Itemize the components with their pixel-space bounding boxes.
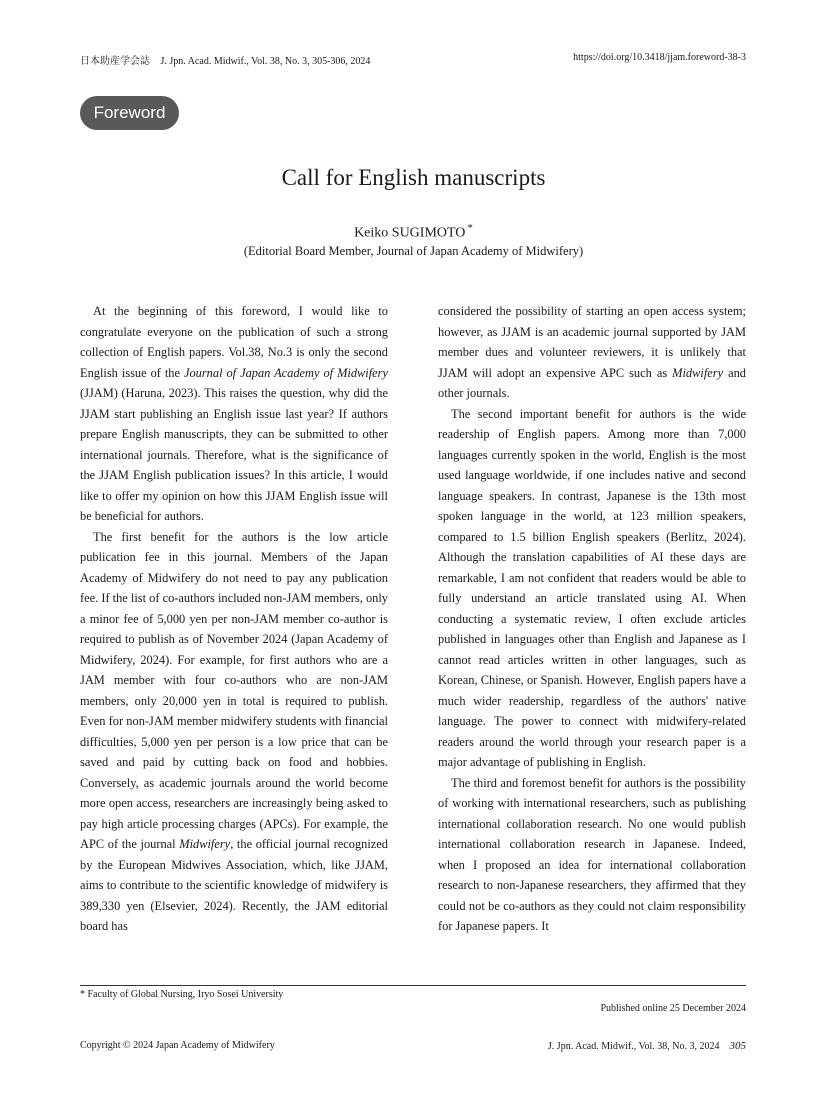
paragraph: The first benefit for the authors is the low article publication fee in this journal. Members of the Japan Academy of Midwifery do not need to pay any publication fee. If the list of co-authors included non-JAM members, only a minor fee of 5,000 yen per non-JAM member co-author is required to publish as of November 2024 (Japan Academy of Midwifery, 2024). For example, for first authors who are a JAM member with four co-authors who are non-JAM members, only 20,000 yen in total is required to publish. Even for non-JAM member midwifery students with financial difficulties, 5,000 yen per person is a low price that can be saved and paid by cutting back on food and hobbies. Conversely, as academic journals around the world become more open access, researchers are increasingly being asked to pay high article processing charges (APCs). For example, the APC of the journal Midwifery, the official journal recognized by the European Midwives Association, which, like JJAM, aims to contribute to the scientific knowledge of midwifery is 389,330 yen (Elsevier, 2024). Recently, the JAM editorial board has xyxy=(80,529,388,933)
published-date: Published online 25 December 2024 xyxy=(600,1003,746,1014)
running-footer xyxy=(548,1040,746,1052)
author-affiliation: (Editorial Board Member, Journal of Japan Academy of Midwifery) xyxy=(243,244,584,258)
copyright: Copyright © 2024 Japan Academy of Midwifery xyxy=(80,1040,275,1051)
author-name: Keiko SUGIMOTO xyxy=(354,225,466,241)
footer-citation: J. Jpn. Acad. Midwif., Vol. 38, No. 3, 2024 xyxy=(547,1041,720,1052)
footnote-divider xyxy=(80,985,746,986)
article-title: Call for English manuscripts xyxy=(281,165,546,191)
paragraph: The third and foremost benefit for authors is the possibility of working with international researchers, such as publishing international collaboration research. No one would publish international collaboration research in Japanese. Indeed, when I proposed an idea for international collaboration research to non-Japanese researchers, they affirmed that they could not be co-authors as they could not claim responsibility for Japanese papers. It xyxy=(438,775,746,933)
author-line xyxy=(0,222,827,242)
paragraph: At the beginning of this foreword, I would like to congratulate everyone on the publication of such a strong collection of English papers. Vol.38, No.3 is only the second English issue of the Journal of Japan Academy of Midwifery (JJAM) (Haruna, 2023). This raises the question, why did the JJAM start publishing an English issue last year? If authors prepare English manuscripts, they can be submitted to other international journals. Therefore, what is the significance of the JJAM English publication issues? In this article, I would like to offer my opinion on how this JJAM English issue will be beneficial for authors. xyxy=(80,304,389,523)
paragraph: The second important benefit for authors is the wide readership of English papers. Among more than 7,000 languages currently spoken in the world, English is the most used language worldwide, if one includes native and second language speakers. In contrast, Japanese is the 13th most spoken language in the world, at 123 million speakers, compared to 1.5 billion English speakers (Berlitz, 2024). Although the translation capabilities of AI these days are remarkable, I am not confident that readers would be able to fully understand an article translated using AI. When conducting a systematic review, I often exclude articles published in languages other than English and Japanese as I cannot read articles written in other languages, such as Korean, Chinese, or Spanish. However, English papers have a much wider readership, regardless of the authors' native language. The power to connect with midwifery-related readers around the world through your research paper is a major advantage of publishing in English. xyxy=(438,406,746,769)
running-header xyxy=(80,52,370,67)
body-column-right xyxy=(438,301,746,937)
footnote: * Faculty of Global Nursing, Iryo Sosei University xyxy=(80,989,284,1000)
page-number: 305 xyxy=(729,1040,746,1052)
author-footnote-mark: * xyxy=(467,222,473,234)
body-column-left xyxy=(80,301,388,937)
doi-link[interactable]: https://doi.org/10.3418/jjam.foreword-38-3 xyxy=(573,52,746,63)
section-badge: Foreword xyxy=(80,96,179,130)
journal-name-jp: 日本助産学会誌 xyxy=(80,56,150,67)
paragraph: considered the possibility of starting an open access system; however, as JJAM is an academic journal supported by JAM member dues and volunteer reviewers, it is unlikely that JJAM will adopt an expensive APC such as Midwifery and other journals. xyxy=(438,304,746,400)
journal-citation: J. Jpn. Acad. Midwif., Vol. 38, No. 3, 305-306, 2024 xyxy=(160,56,371,67)
